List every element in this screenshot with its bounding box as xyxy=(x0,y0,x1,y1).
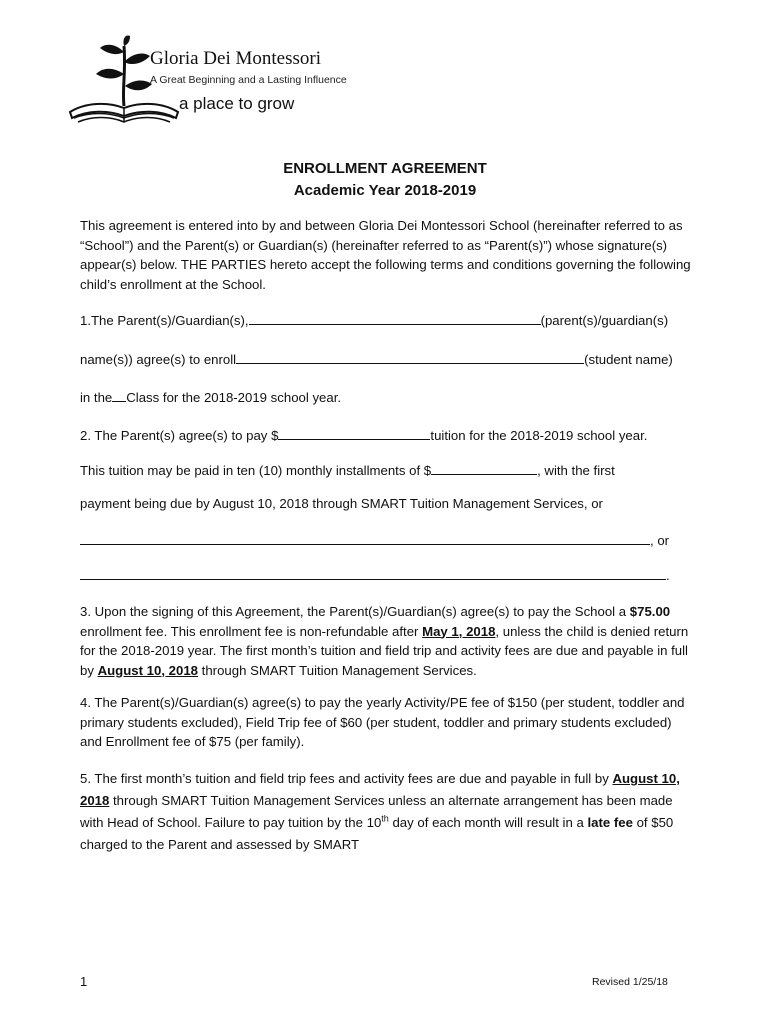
clause-2-prefix: 2. The Parent(s) agree(s) to pay $ xyxy=(80,428,279,443)
clause-1-line3-prefix: in the xyxy=(80,390,113,405)
clause-2-line2-suffix: , with the first xyxy=(537,463,615,478)
tuition-amount-field[interactable] xyxy=(278,426,430,440)
clause-1-prefix: 1.The Parent(s)/Guardian(s), xyxy=(80,313,249,328)
parent-name-field[interactable] xyxy=(249,311,541,325)
clause-1-line3-suffix: Class for the 2018-2019 school year. xyxy=(126,390,342,405)
clause-5-text-2: through SMART Tuition Management Services unless an alternate arrangement has been made with Head of School. Failure to pay tuition by the 10 xyxy=(80,793,673,830)
payment-option-field-2[interactable] xyxy=(80,566,666,580)
enrollment-fee-amount: $75.00 xyxy=(629,604,671,619)
installment-amount-field[interactable] xyxy=(431,461,537,475)
logo-tagline: A Great Beginning and a Lasting Influence xyxy=(150,74,347,86)
due-date: August 10, 2018 xyxy=(97,662,199,678)
clause-2-line5-suffix: . xyxy=(666,568,670,583)
clause-3-paragraph xyxy=(80,602,695,680)
page-number: 1 xyxy=(80,974,88,989)
clause-1-line2-prefix: name(s)) agree(s) to enroll xyxy=(80,352,237,367)
clause-5-text-1: 5. The first month’s tuition and field trip fees and activity fees are due and payable in full by xyxy=(80,771,609,786)
revision-date: Revised 1/25/18 xyxy=(592,976,668,988)
intro-paragraph: This agreement is entered into by and between Gloria Dei Montessori School (hereinafter referred to as “School”) and the Parent(s) or Guardian(s) (hereinafter referred to as “Parent(s)”) whose signature(s) appear(s) below. THE PARTIES hereto accept the following terms and conditions governing the following child’s enrollment at the School. xyxy=(80,218,691,292)
late-fee-label: late fee xyxy=(587,815,633,830)
school-logo xyxy=(64,34,347,134)
clause-1-line2-suffix: (student name) xyxy=(584,352,673,367)
document-subtitle: Academic Year 2018-2019 xyxy=(293,182,477,199)
ordinal-suffix: th xyxy=(381,813,389,824)
clause-2-line-2 xyxy=(80,461,695,480)
class-field[interactable] xyxy=(112,388,126,402)
clause-4-paragraph: 4. The Parent(s)/Guardian(s) agree(s) to pay the yearly Activity/PE fee of $150 (per student, toddler and primary students excluded), Field Trip fee of $60 (per student, toddler and primary students excluded) and Enrollment fee of $75 (per family). xyxy=(80,695,685,749)
clause-5-text-3: day of each month will result in a xyxy=(388,815,588,830)
nonrefundable-date: May 1, 2018 xyxy=(422,623,496,639)
student-name-field[interactable] xyxy=(236,350,584,364)
clause-2-line-5 xyxy=(80,566,695,585)
clause-2-suffix: tuition for the 2018-2019 school year. xyxy=(430,428,648,443)
payment-option-field-1[interactable] xyxy=(80,531,650,545)
clause-1-suffix: (parent(s)/guardian(s) xyxy=(540,313,669,328)
clause-1-line-1 xyxy=(80,311,695,330)
clause-1-line-2 xyxy=(80,350,695,369)
clause-2-line-4 xyxy=(80,531,695,550)
clause-5-text-4: of $50 charged to the Parent and assessed by SMART xyxy=(80,815,674,852)
clause-2-line-1 xyxy=(80,426,695,445)
clause-1-line-3 xyxy=(80,388,695,407)
clause-2-line2-prefix: This tuition may be paid in ten (10) monthly installments of $ xyxy=(80,463,432,478)
clause-5-paragraph xyxy=(80,768,695,856)
clause-3-text-4: through SMART Tuition Management Services. xyxy=(198,662,477,678)
clause-3-text-2: enrollment fee. This enrollment fee is non-refundable after xyxy=(80,623,423,639)
clause-2-line-3: payment being due by August 10, 2018 through SMART Tuition Management Services, or xyxy=(80,496,603,511)
clause-3-text-1: 3. Upon the signing of this Agreement, the Parent(s)/Guardian(s) agree(s) to pay the School a xyxy=(80,604,630,619)
clause-2-line4-suffix: , or xyxy=(650,533,670,548)
clause-3-text-3: , unless the child is denied return for the 2018-2019 year. The first month’s tuition and field trip and activity fees are due and payable in full by xyxy=(80,623,689,678)
document-title: ENROLLMENT AGREEMENT xyxy=(283,160,487,177)
logo-slogan: a place to grow xyxy=(179,94,295,113)
first-payment-date: August 10, 2018 xyxy=(80,771,680,808)
logo-name: Gloria Dei Montessori xyxy=(150,48,321,69)
